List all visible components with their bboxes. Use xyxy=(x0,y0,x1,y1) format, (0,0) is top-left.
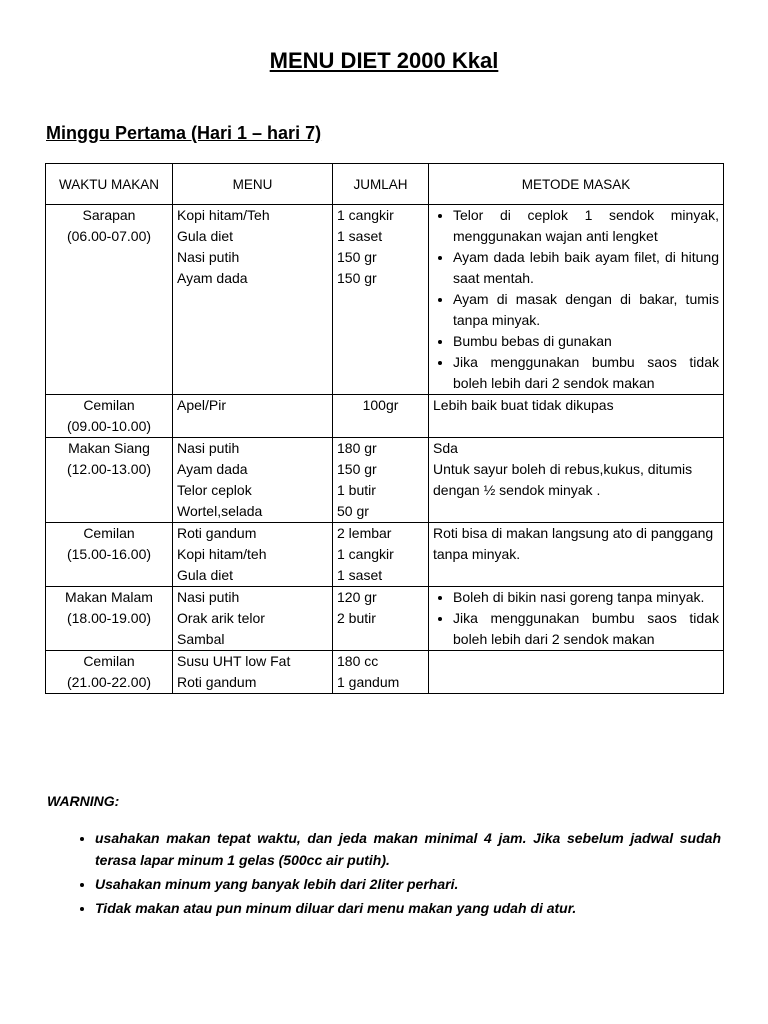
table-row xyxy=(46,651,724,694)
amount-cell xyxy=(333,395,429,438)
method-bullet: • Ayam di masak dengan di bakar, tumis tanpa minyak. xyxy=(453,289,719,331)
menu-item: Telor ceplok xyxy=(177,482,252,498)
table-row xyxy=(46,395,724,438)
meal-name: Cemilan xyxy=(83,653,135,669)
amount-value: 50 gr xyxy=(337,503,369,519)
method-cell xyxy=(429,651,724,694)
meal-time-cell xyxy=(46,438,173,523)
amount-cell xyxy=(333,205,429,395)
method-bullet: • Bumbu bebas di gunakan xyxy=(453,331,719,352)
amount-cell xyxy=(333,651,429,694)
amount-value: 100gr xyxy=(362,397,399,413)
warning-item: • usahakan makan tepat waktu, dan jeda makan minimal 4 jam. Jika sebelum jadwal sudah terasa lapar minum 1 gelas (500cc air putih). xyxy=(95,827,721,871)
warning-title: WARNING: xyxy=(47,793,120,809)
method-bullet: • Jika menggunakan bumbu saos tidak boleh lebih dari 2 sendok makan xyxy=(453,352,719,394)
amount-cell xyxy=(333,438,429,523)
menu-table xyxy=(45,163,724,694)
menu-item: Orak arik telor xyxy=(177,610,265,626)
amount-value: 150 gr xyxy=(337,249,377,265)
menu-item: Ayam dada xyxy=(177,270,248,286)
meal-name: Cemilan xyxy=(83,525,135,541)
menu-item: Roti gandum xyxy=(177,525,257,541)
menu-item: Nasi putih xyxy=(177,589,240,605)
meal-hours: (18.00-19.00) xyxy=(66,610,152,626)
amount-value: 180 cc xyxy=(337,653,379,669)
menu-cell xyxy=(173,587,333,651)
menu-item: Sambal xyxy=(177,631,225,647)
method-cell xyxy=(429,523,724,587)
menu-item: Ayam dada xyxy=(177,461,248,477)
meal-time-cell xyxy=(46,587,173,651)
menu-item: Gula diet xyxy=(177,567,234,583)
method-bullet: • Telor di ceplok 1 sendok minyak, menggunakan wajan anti lengket xyxy=(453,205,719,247)
menu-item: Nasi putih xyxy=(177,440,240,456)
amount-cell xyxy=(333,523,429,587)
menu-item: Wortel,selada xyxy=(177,503,263,519)
amount-value: 2 butir xyxy=(337,610,376,626)
meal-name: Sarapan xyxy=(82,207,136,223)
table-row xyxy=(46,205,724,395)
menu-item: Apel/Pir xyxy=(177,397,227,413)
menu-item: Kopi hitam/teh xyxy=(177,546,267,562)
method-cell xyxy=(429,438,724,523)
section-subtitle: Minggu Pertama (Hari 1 – hari 7) xyxy=(46,123,322,143)
document-title: MENU DIET 2000 Kkal xyxy=(269,48,499,73)
table-header-row xyxy=(46,164,724,205)
menu-item: Nasi putih xyxy=(177,249,240,265)
method-text: Roti bisa di makan langsung ato di panggang tanpa minyak. xyxy=(433,525,714,562)
menu-cell xyxy=(173,523,333,587)
meal-hours: (15.00-16.00) xyxy=(66,546,152,562)
amount-value: 180 gr xyxy=(337,440,377,456)
header-menu: MENU xyxy=(173,164,333,205)
amount-value: 120 gr xyxy=(337,589,377,605)
menu-item: Gula diet xyxy=(177,228,234,244)
menu-cell xyxy=(173,205,333,395)
meal-time-cell xyxy=(46,205,173,395)
menu-cell xyxy=(173,438,333,523)
amount-value: 1 butir xyxy=(337,482,376,498)
meal-name: Cemilan xyxy=(83,397,135,413)
amount-value: 150 gr xyxy=(337,461,377,477)
amount-value: 1 saset xyxy=(337,567,383,583)
menu-cell xyxy=(173,651,333,694)
header-metode: METODE MASAK xyxy=(429,164,724,205)
amount-value: 150 gr xyxy=(337,270,377,286)
amount-value: 1 saset xyxy=(337,228,383,244)
warning-item: • Tidak makan atau pun minum diluar dari menu makan yang udah di atur. xyxy=(95,897,721,919)
amount-value: 1 cangkir xyxy=(337,546,394,562)
method-bullet: • Ayam dada lebih baik ayam filet, di hitung saat mentah. xyxy=(453,247,719,289)
table-row xyxy=(46,523,724,587)
amount-cell xyxy=(333,587,429,651)
method-cell xyxy=(429,587,724,651)
menu-cell xyxy=(173,395,333,438)
meal-hours: (06.00-07.00) xyxy=(66,228,152,244)
menu-item: Roti gandum xyxy=(177,674,257,690)
warning-item: • Usahakan minum yang banyak lebih dari 2liter perhari. xyxy=(95,873,721,895)
meal-hours: (09.00-10.00) xyxy=(66,418,152,434)
amount-value: 2 lembar xyxy=(337,525,392,541)
method-text: Sda xyxy=(433,440,458,456)
method-bullet: • Jika menggunakan bumbu saos tidak boleh lebih dari 2 sendok makan xyxy=(453,608,719,650)
meal-time-cell xyxy=(46,523,173,587)
meal-hours: (21.00-22.00) xyxy=(66,674,152,690)
menu-item: Susu UHT low Fat xyxy=(177,653,291,669)
meal-name: Makan Malam xyxy=(65,589,153,605)
menu-item: Kopi hitam/Teh xyxy=(177,207,270,223)
amount-value: 1 cangkir xyxy=(337,207,394,223)
header-waktu: WAKTU MAKAN xyxy=(46,164,173,205)
method-list xyxy=(433,205,719,394)
method-text: Lebih baik buat tidak dikupas xyxy=(433,397,614,413)
warning-list xyxy=(47,827,721,921)
table-row xyxy=(46,587,724,651)
method-list xyxy=(433,587,719,650)
header-jumlah: JUMLAH xyxy=(333,164,429,205)
table-row xyxy=(46,438,724,523)
meal-name: Makan Siang xyxy=(68,440,150,456)
method-bullet: • Boleh di bikin nasi goreng tanpa minyak. xyxy=(453,587,719,608)
method-cell xyxy=(429,205,724,395)
amount-value: 1 gandum xyxy=(337,674,400,690)
meal-time-cell xyxy=(46,395,173,438)
method-cell xyxy=(429,395,724,438)
meal-time-cell xyxy=(46,651,173,694)
meal-hours: (12.00-13.00) xyxy=(66,461,152,477)
method-text: Untuk sayur boleh di rebus,kukus, ditumis dengan ½ sendok minyak . xyxy=(433,461,693,498)
